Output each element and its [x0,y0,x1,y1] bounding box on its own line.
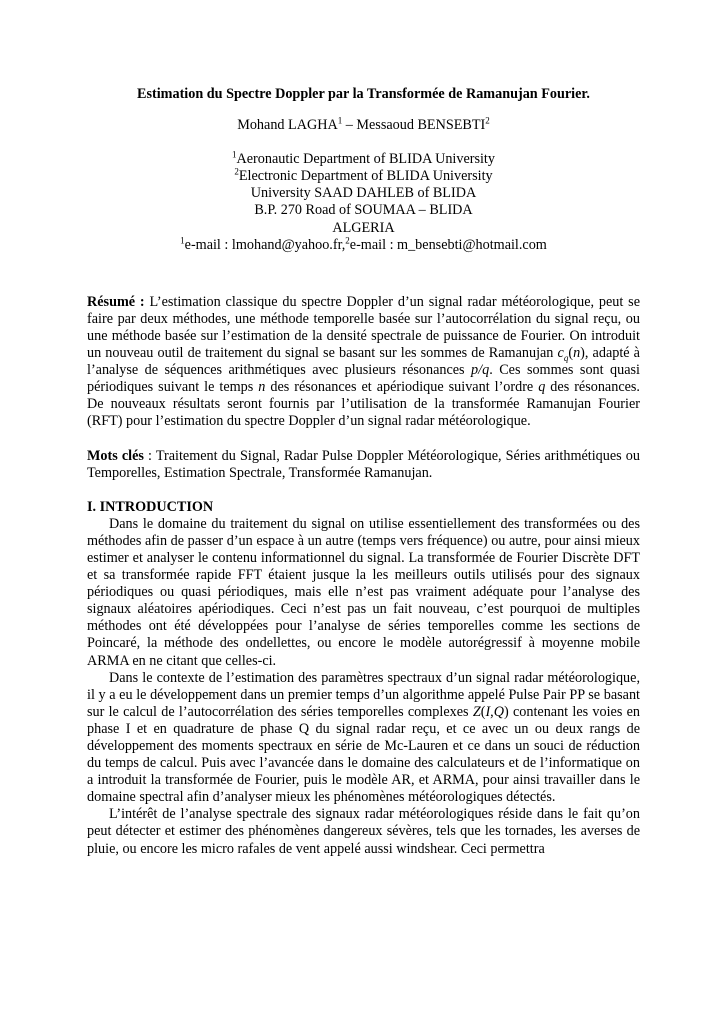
abstract-label: Résumé : [87,293,145,310]
affiliation-1 [87,151,640,168]
author-1: Mohand LAGHA [237,117,338,134]
affiliation-2-text: Electronic Department of BLIDA University [238,168,493,185]
affiliation-country: ALGERIA [332,219,395,236]
paper-title: Estimation du Spectre Doppler par la Transformée de Ramanujan Fourier. [137,86,590,102]
ramanujan-sum-close: ) [580,345,585,362]
ramanujan-sum-symbol: c [557,345,564,362]
abstract-text-3: . Ces sommes sont quasi périodiques suivant le temps [87,362,640,396]
complex-series-z: Z [472,703,481,720]
email-line [87,234,640,254]
abstract-text-5: des résonances. De nouveaux résultats seront fournis par l’utilisation de la transformée Ramanujan Fourier (RFT) pour l’estimation du spectre Doppler d’un signal radar météorologique. [87,379,640,430]
section-heading-introduction: I. INTRODUCTION [87,498,214,515]
affiliation-2-superscript: 2 [234,166,239,177]
affiliation-1-superscript: 1 [232,149,237,160]
email-2-superscript: 2 [345,234,350,245]
affiliation-2 [87,168,640,185]
ramanujan-sum-arg: n [573,345,581,362]
abstract-text-2: , adapté à l’analyse de séquences arithmétiques avec plusieurs résonances [87,345,640,379]
intro-paragraph-2-text-b: contenant les voies en phase I et en quadrature de phase Q du signal radar reçu, et ce avec un ou deux rangs de développement des moments spectraux en série de Mc-Lauren et ce dans un souci de réduction du temps de calcul. Puis avec l’avancée dans le domaine des calculateurs et de l’informatique on a introduit la transformée de Fourier, puis le modèle AR, et ARMA, pour ainsi travailler dans le domaine spectral afin d’analyser mieux les phénomènes météorologiques détectés. [87,703,640,806]
complex-series-q: Q [493,703,504,720]
order-q: q [538,379,546,396]
intro-paragraph-2-text-a: Dans le contexte de l’estimation des paramètres spectraux d’un signal radar météorologique, il y a eu le développement dans un premier temps d’un algorithme appelé Pulse Pair PP se basant sur le calcul de l’autocorrélation des séries temporelles complexes [87,669,640,720]
affiliation-1-text: Aeronautic Department of BLIDA University [236,151,495,168]
paper-page [87,86,640,858]
keywords-label: Mots clés [87,447,144,464]
email-2: e-mail : m_bensebti@hotmail.com [349,236,547,253]
intro-paragraph-1: Dans le domaine du traitement du signal on utilise essentiellement des transformées ou des méthodes afin de passer d’un espace à un autre (temps vers fréquence) ou autre, pour ainsi mieux estimer et analyser le contenu informationnel du signal. La transformée de Fourier Discrète DFT et sa transformée rapide FFT étaient jusque la les meilleurs outils utilisés pour des signaux périodiques ou quasi périodiques, mais elle n’est pas vraiment adéquate pour l’analyse des signaux aléatoires apériodiques. Ceci n’est pas un fait nouveau, c’est pourquoi de multiples méthodes ont été développées pour l’analyse de séries temporelles comme les sections de Poincaré, la méthode des ondellettes, ou encore le modèle autorégressif à moyenne mobile ARMA en ne citant que celles-ci. [87,515,640,669]
author-1-superscript: 1 [337,115,343,126]
author-separator: – [342,117,357,134]
keywords-text: : Traitement du Signal, Radar Pulse Doppler Météorologique, Séries arithmétiques ou Temporelles, Estimation Spectrale, Transformée Ramanujan. [87,447,640,481]
affiliation-block [87,151,640,254]
email-1-superscript: 1 [180,234,185,245]
intro-paragraph-2 [87,670,640,807]
abstract-text-1: L’estimation classique du spectre Doppler d’un signal radar météorologique, peut se faire par deux méthodes, une méthode temporelle basée sur l’autocorrélation du signal reçu, ou une méthode basée sur l’estimation de la densité spectrale de puissance de Fourier. On introduit un nouveau outil de traitement du signal se basant sur les sommes de Ramanujan [87,293,640,362]
complex-series-close: ) [503,703,509,720]
spacer [87,482,640,499]
resonance-pq: p/q [471,362,490,379]
complex-series-i: I [485,703,491,720]
author-line [87,117,640,134]
ramanujan-sum-open: ( [568,345,574,362]
author-2-superscript: 2 [485,115,490,126]
spacer [87,431,640,448]
complex-series-open: ( [480,703,486,720]
affiliation-university: University SAAD DAHLEB of BLIDA [250,185,477,202]
affiliation-address: B.P. 270 Road of SOUMAA – BLIDA [254,202,473,219]
abstract-text-4: des résonances et apériodique suivant l’ordre [265,379,539,396]
time-n: n [258,379,266,396]
complex-series-comma: , [490,703,494,720]
spacer [87,254,640,294]
keywords-paragraph [87,448,640,482]
email-1: e-mail : lmohand@yahoo.fr, [184,236,346,253]
intro-paragraph-3: L’intérêt de l’analyse spectrale des signaux radar météorologiques réside dans le fait qu’on peut détecter et estimer des phénomènes dangereux sévères, tels que les tornades, les averses de pluie, ou encore les micro rafales de vent appelé aussi windshear. Ceci permettra [87,806,640,857]
ramanujan-sum-subscript-q: q [563,352,569,363]
abstract-paragraph [87,294,640,431]
author-2: Messaoud BENSEBTI [356,117,486,134]
